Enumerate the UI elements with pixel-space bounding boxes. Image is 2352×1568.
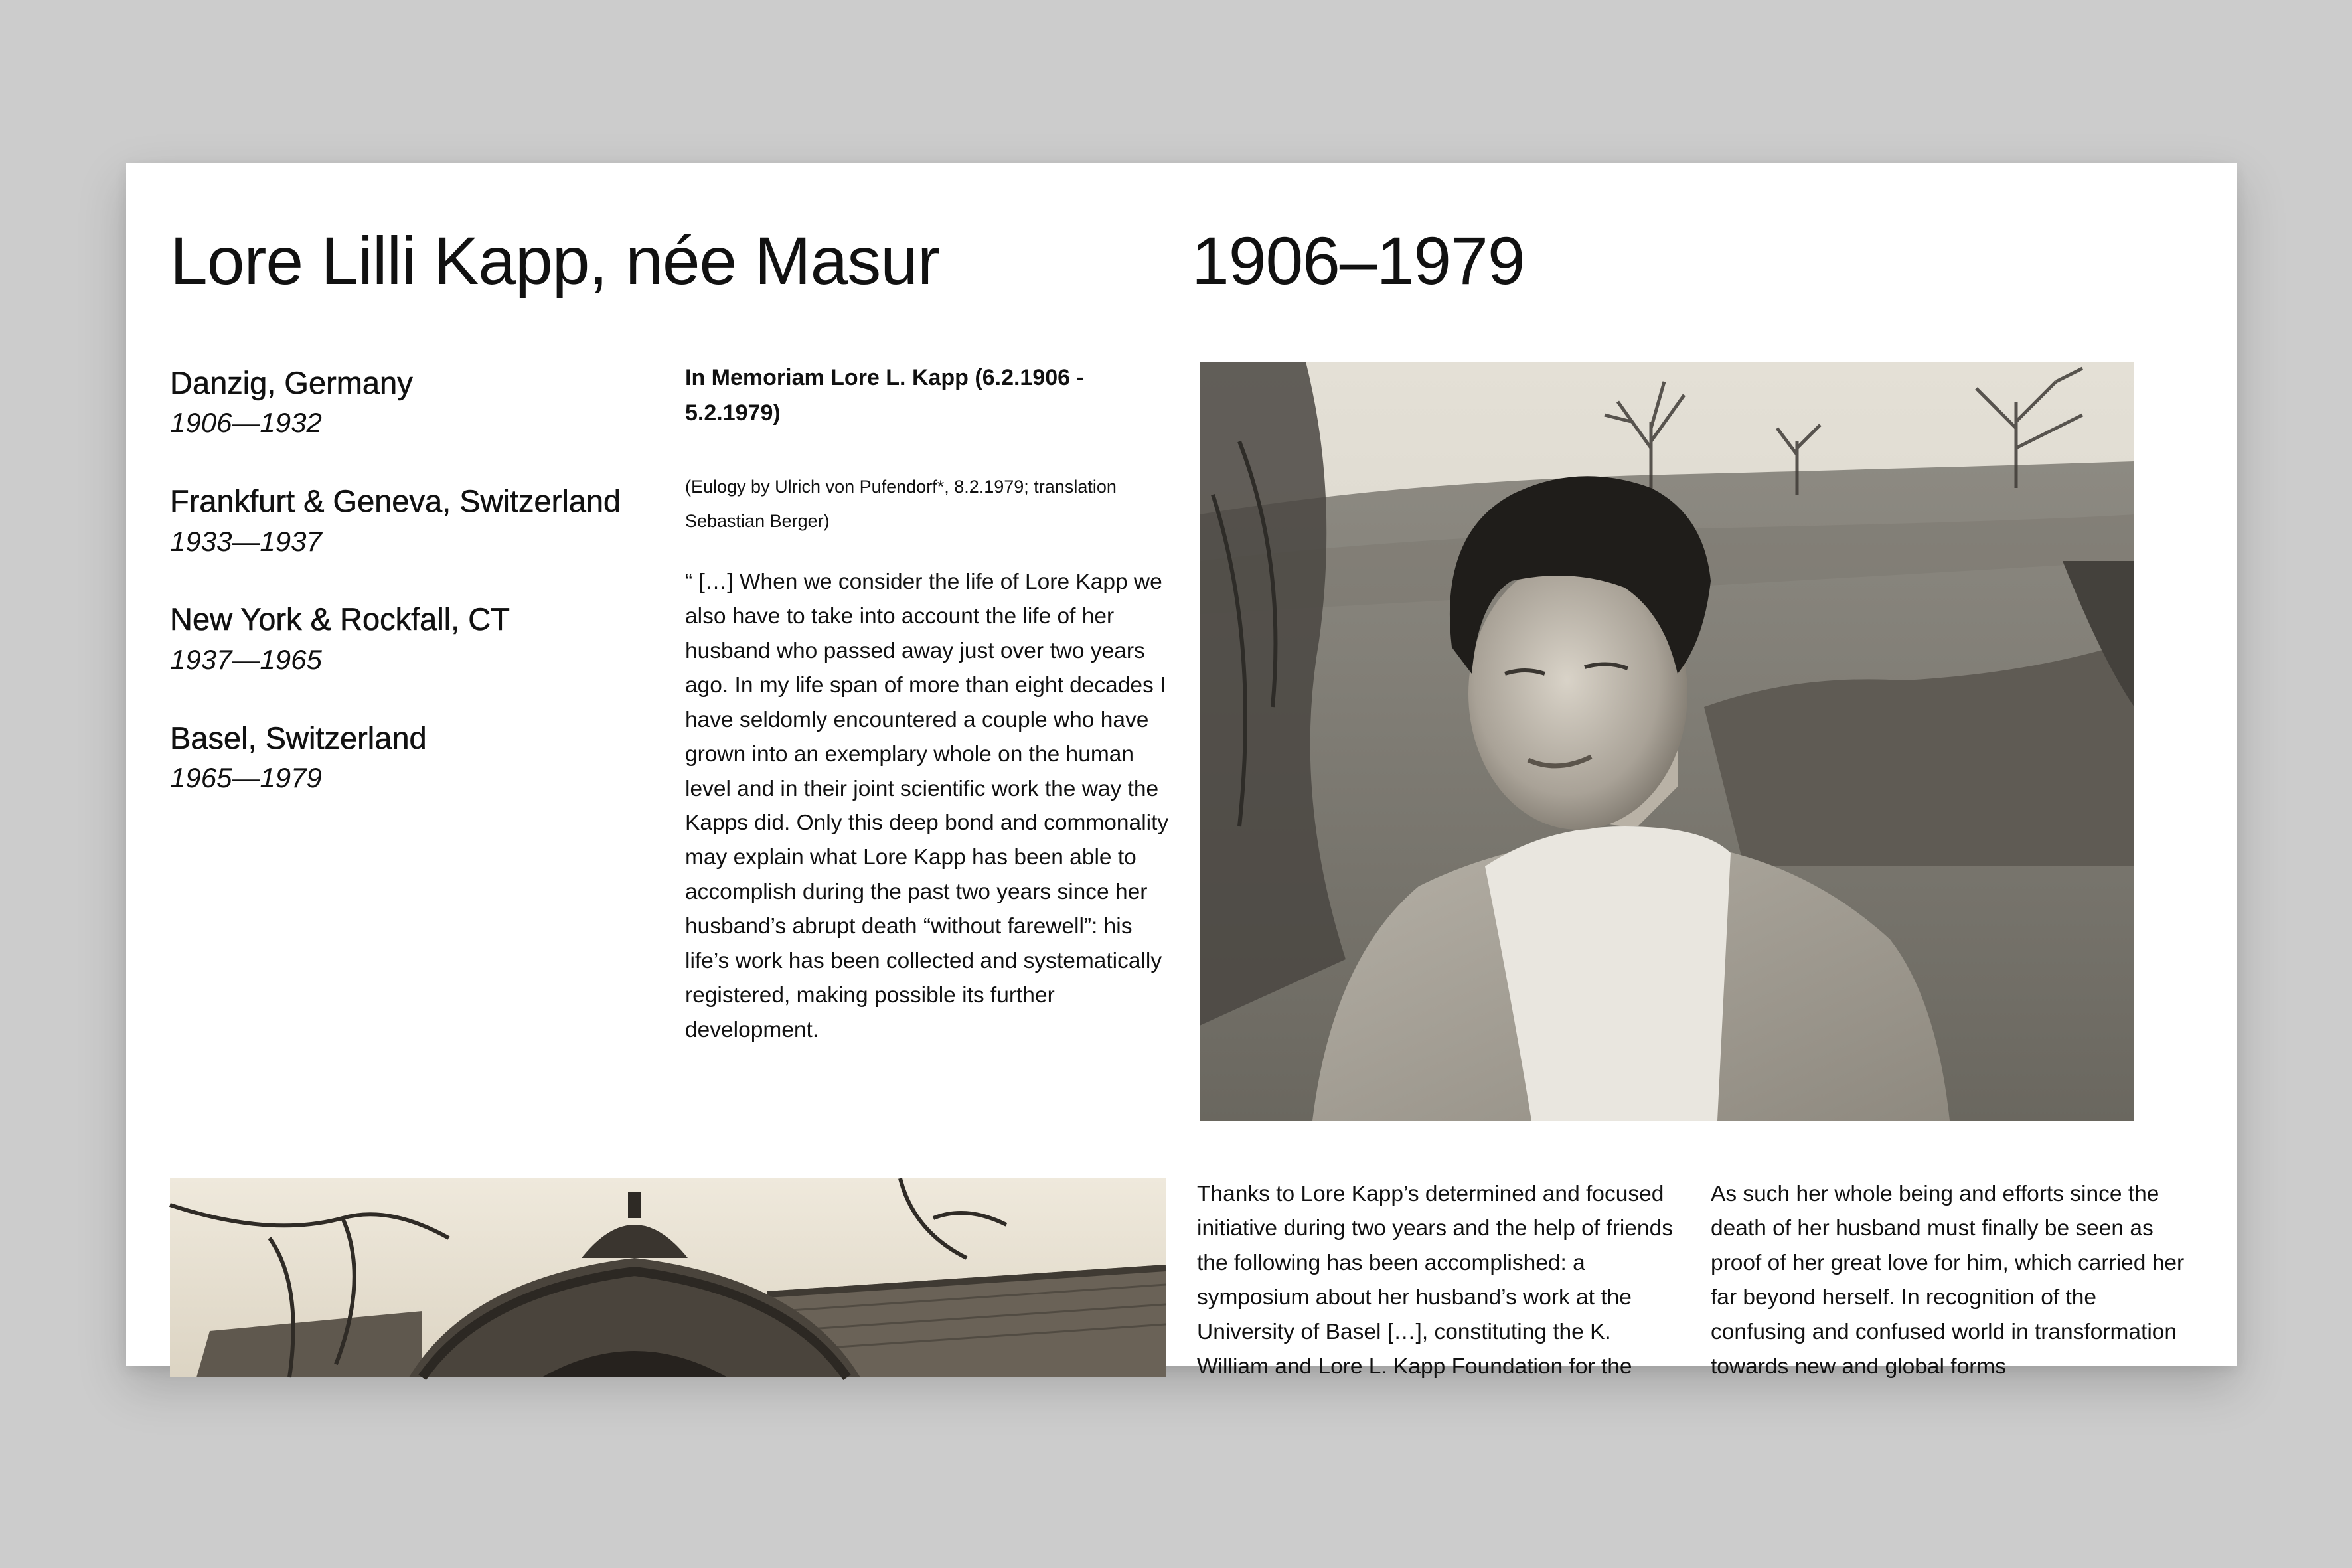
place-name: Frankfurt & Geneva, Switzerland: [170, 483, 621, 519]
eulogy-section: [685, 360, 1170, 1048]
places-list: [170, 362, 674, 835]
portrait-photo: [1200, 362, 2134, 1121]
place-years: 1965—1979: [170, 762, 322, 794]
lifespan-years: 1906–1979: [1192, 223, 1525, 299]
place-item: [170, 717, 674, 798]
eulogy-quote: “ […] When we consider the life of Lore Kapp we also have to take into account the life of her husband who passed away just over two years ago. In my life span of more than eight decades I have seldomly encountered a couple who have grown into an exemplary whole on the human level and in their joint scientific work the way the Kapps did. Only this deep bond and commonality may explain what Lore Kapp has been able to accomplish during the past two years since her husband’s abrupt death “without farewell”: his life’s work has been collected and systematically registered, making possible its further development.: [685, 569, 1169, 1042]
page-title: Lore Lilli Kapp, née Masur: [170, 223, 940, 299]
house-photo-image: [170, 1178, 1166, 1377]
page-card: [126, 163, 2237, 1379]
portrait-photo-image: [1200, 362, 2134, 1121]
place-years: 1937—1965: [170, 643, 322, 675]
place-name: Basel, Switzerland: [170, 720, 427, 755]
place-years: 1933—1937: [170, 525, 322, 557]
eulogy-credit: (Eulogy by Ulrich von Pufendorf*, 8.2.1979; translation Sebastian Berger): [685, 477, 1117, 531]
body-column-right: As such her whole being and efforts since the death of her husband must finally be seen as proof of her great love for him, which carried her far beyond herself. In recognition of the confusing and confused world in transformation towards new and global forms: [1711, 1182, 2185, 1379]
house-photo: [170, 1178, 1166, 1377]
body-column-left: Thanks to Lore Kapp’s determined and focused initiative during two years and the help of friends the following has been accomplished: a symposium about her husband’s work at the University of Basel […], constituting the K. William and Lore L. Kapp Foundation for the: [1197, 1182, 1673, 1379]
place-name: New York & Rockfall, CT: [170, 601, 510, 637]
place-years: 1906—1932: [170, 407, 322, 439]
eulogy-heading: In Memoriam Lore L. Kapp (6.2.1906 - 5.2.1979): [685, 365, 1084, 426]
place-item: [170, 362, 674, 443]
place-item: [170, 598, 674, 679]
place-item: [170, 480, 674, 561]
place-name: Danzig, Germany: [170, 365, 413, 400]
